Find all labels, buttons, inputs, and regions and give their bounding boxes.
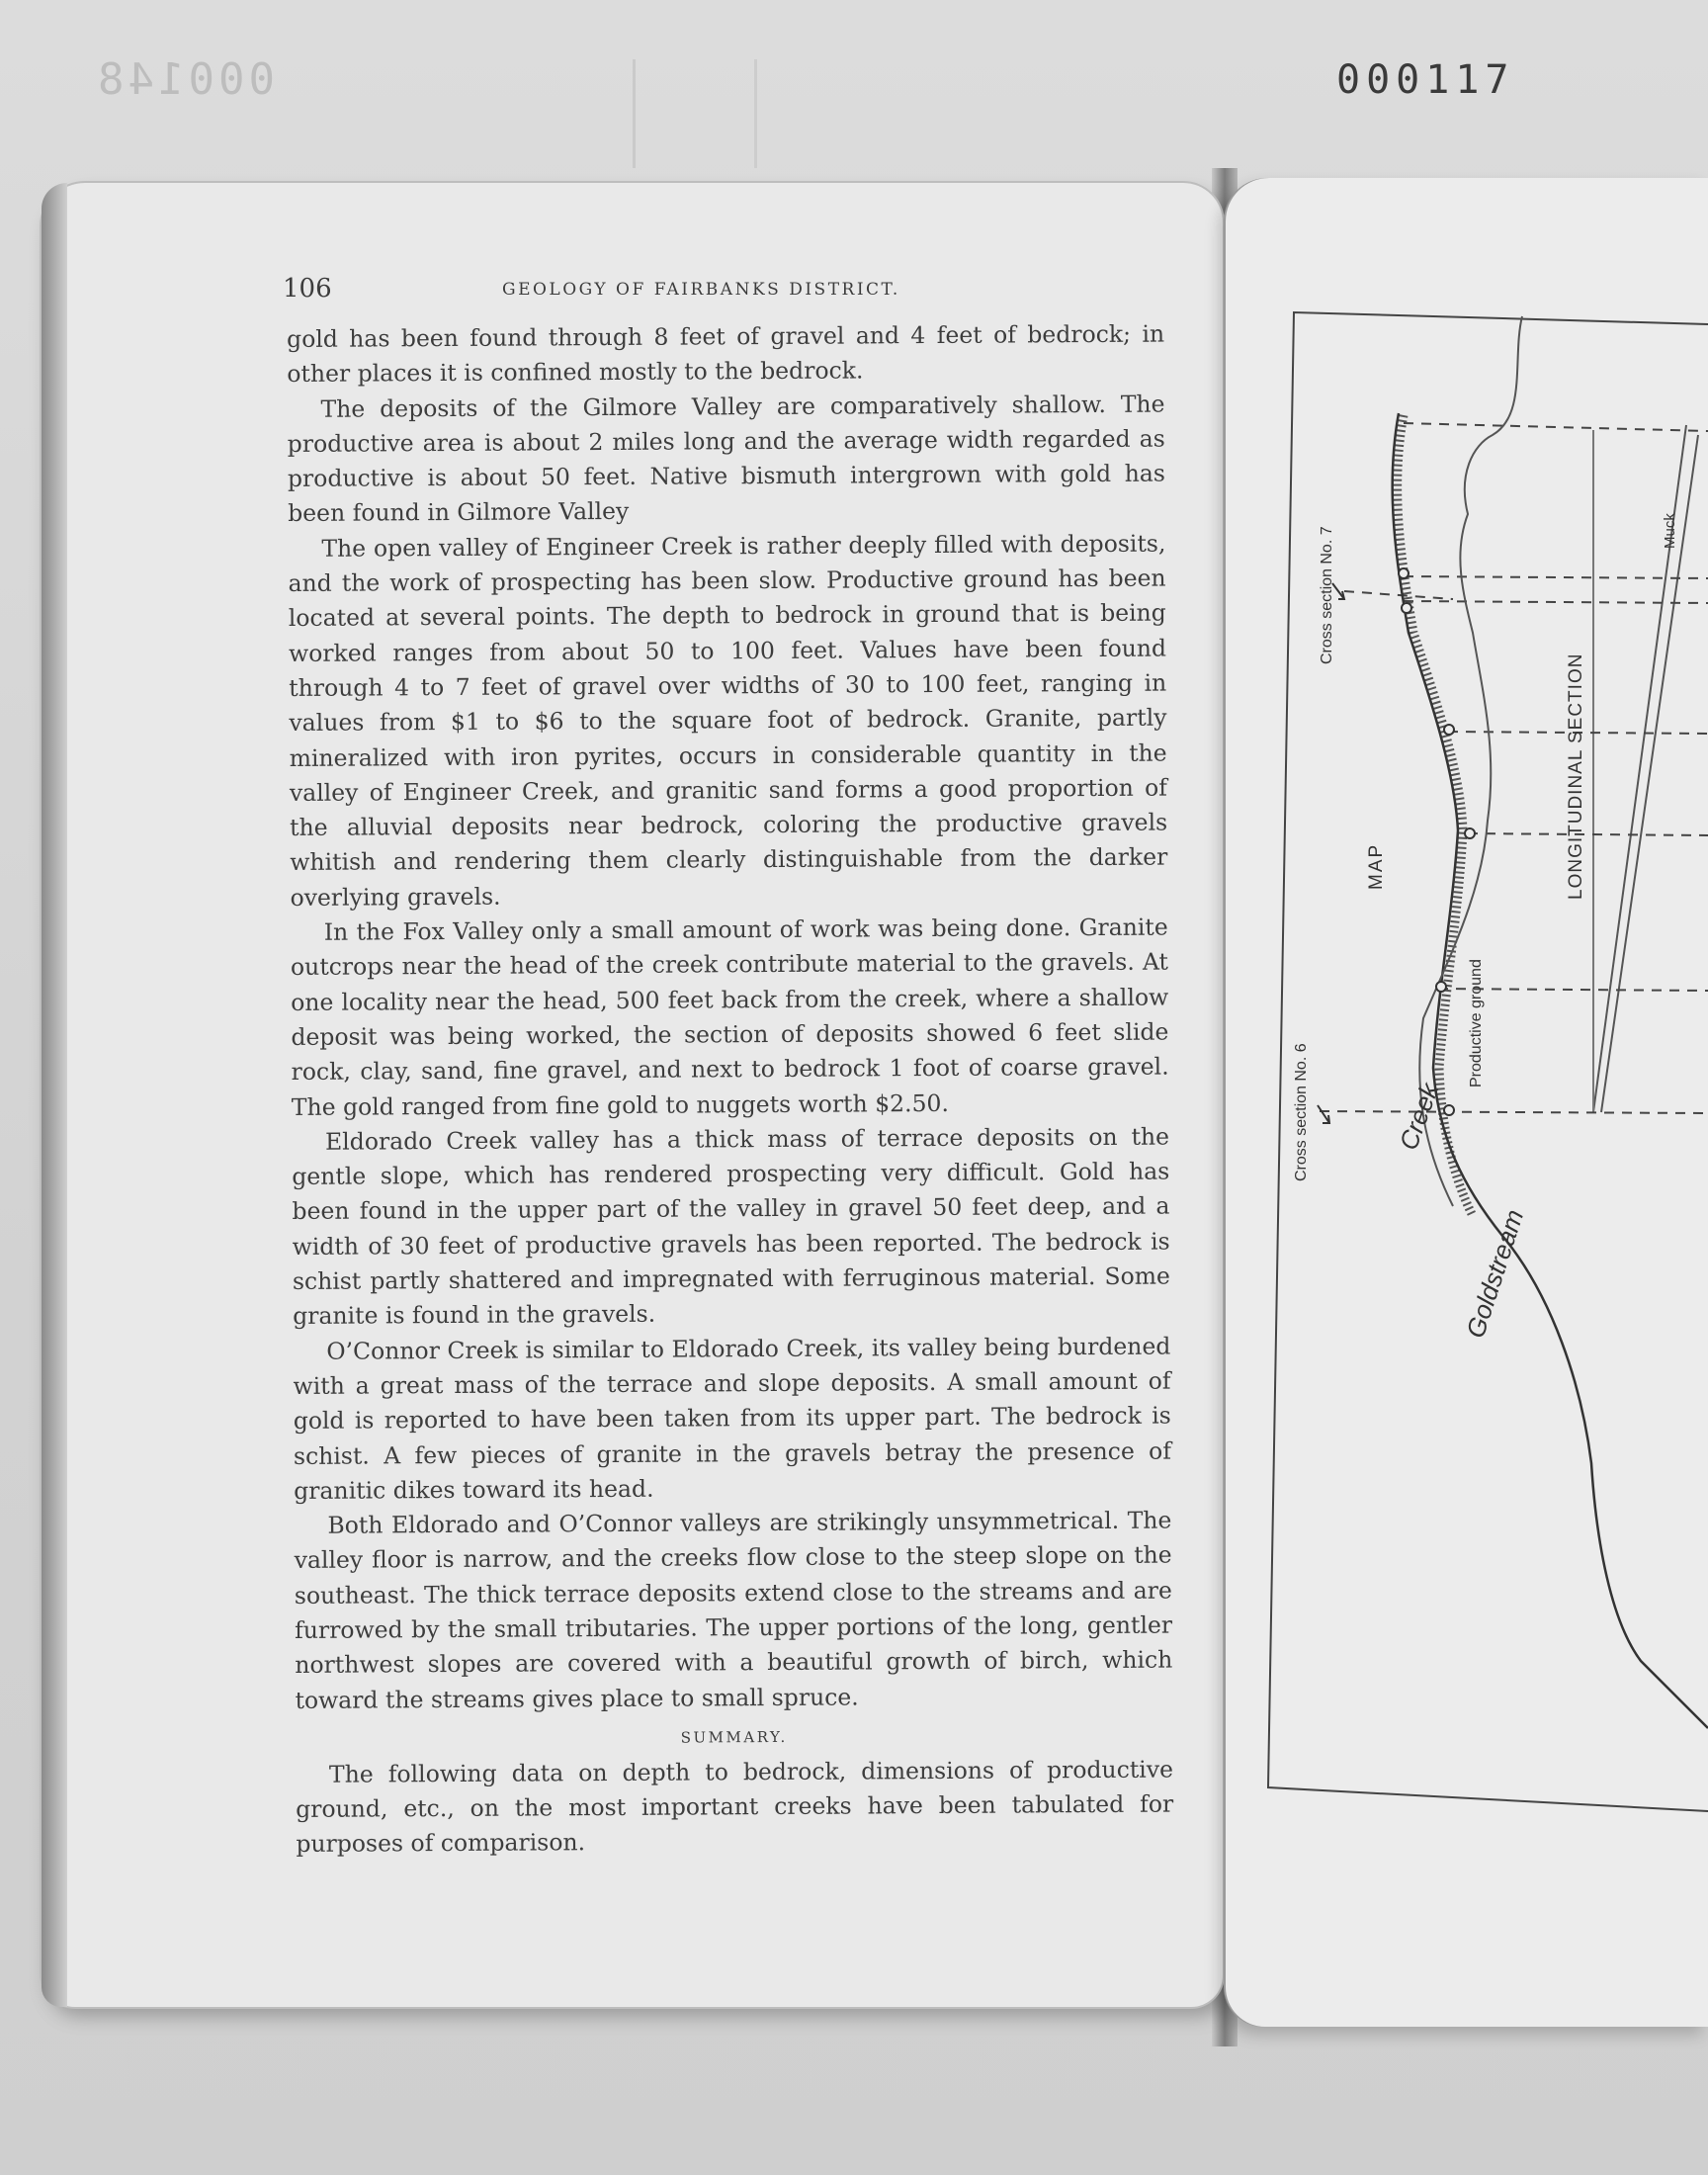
paragraph-2: The deposits of the Gilmore Valley are comparatively shallow. The productive area is about 2 miles long and the average width regarded as productive is about 50 feet. Native bismuth intergrown with gold has been found in Gilmore Valley [287, 390, 1166, 528]
label-longitudinal-section: LONGITUDINAL SECTION [1566, 652, 1586, 900]
label-muck: Muck [1662, 513, 1678, 549]
paragraph-1: gold has been found through 8 feet of gravel and 4 feet of bedrock; in other places it is confined mostly to the bedrock. [287, 319, 1165, 389]
paragraph-6: O’Connor Creek is similar to Eldorado Creek, its valley being burdened with a great mass of the terrace and slope deposits. A small amount of gold is reported to have been taken from its upper part. The bedrock is schist. A few pieces of granite in the gravels betray the presence of granitic dikes toward its head. [293, 1332, 1172, 1505]
paragraph-7: Both Eldorado and O’Connor valleys are strikingly unsymmetrical. The valley floor is narrow, and the creeks flow close to the steep slope on the southeast. The thick terrace deposits extend close to the streams and are furrowed by the small tributaries. The upper portions of the long, gentler northwest slopes are covered with a beautiful growth of birch, which toward the streams gives place to small spruce. [294, 1506, 1173, 1714]
running-head: GEOLOGY OF FAIRBANKS DISTRICT. [502, 280, 900, 300]
summary-paragraph: The following data on depth to bedrock, dimensions of productive ground, etc., on the most important creeks have been tabulated for purposes of comparison. [296, 1755, 1174, 1859]
label-map: MAP [1366, 842, 1387, 890]
document-stamp: 000117 [1336, 57, 1515, 103]
label-cross-section-7: Cross section No. 7 [1319, 526, 1335, 664]
summary-heading: SUMMARY. [680, 1727, 788, 1747]
page-number: 106 [283, 274, 332, 304]
paragraph-5: Eldorado Creek valley has a thick mass of terrace deposits on the gentle slope, which has rendered prospecting very difficult. Gold has been found in the upper part of the valley in gravel 50 feet deep, and a width of 30 feet of productive gravels has been reported. The bedrock is schist partly shattered and impregnated with ferruginous material. Some granite is found in the gravels. [292, 1122, 1170, 1331]
label-goldstream: Goldstream [1460, 1205, 1530, 1342]
label-productive-ground: Productive ground [1468, 959, 1485, 1088]
label-creek: Creek [1393, 1079, 1445, 1155]
label-cross-section-6: Cross section No. 6 [1293, 1043, 1310, 1181]
paragraph-3: The open valley of Engineer Creek is rather deeply filled with deposits, and the work of prospecting has been slow. Productive ground has been located at several points. The depth to bedrock in ground that is being worked ranges from about 50 to 100 feet. Values have been found through 4 to 7 feet of gravel over widths of 30 to 100 feet, ranging in values from $1 to $6 to the square foot of bedrock. Granite, partly mineralized with iron pyrites, occurs in considerable quantity in the valley of Engineer Creek, and granitic sand forms a good proportion of the alluvial deposits near bedrock, coloring the productive gravels whitish and rendering them clearly distinguishable from the darker overlying gravels. [288, 529, 1168, 912]
arrow-cross-section-6 [1318, 1105, 1329, 1123]
bleed-through-mark: 000148 [94, 54, 275, 105]
paragraph-4: In the Fox Valley only a small amount of work was being done. Granite outcrops near the head of the creek contribute material to the gravels. At one locality near the head, 500 feet back from the creek, where a shallow deposit was being worked, the section of deposits showed 6 feet slide rock, clay, sand, fine gravel, and next to bedrock 1 foot of coarse gravel. The gold ranged from fine gold to nuggets worth $2.50. [290, 913, 1169, 1121]
section-line-upper [1601, 435, 1698, 1112]
